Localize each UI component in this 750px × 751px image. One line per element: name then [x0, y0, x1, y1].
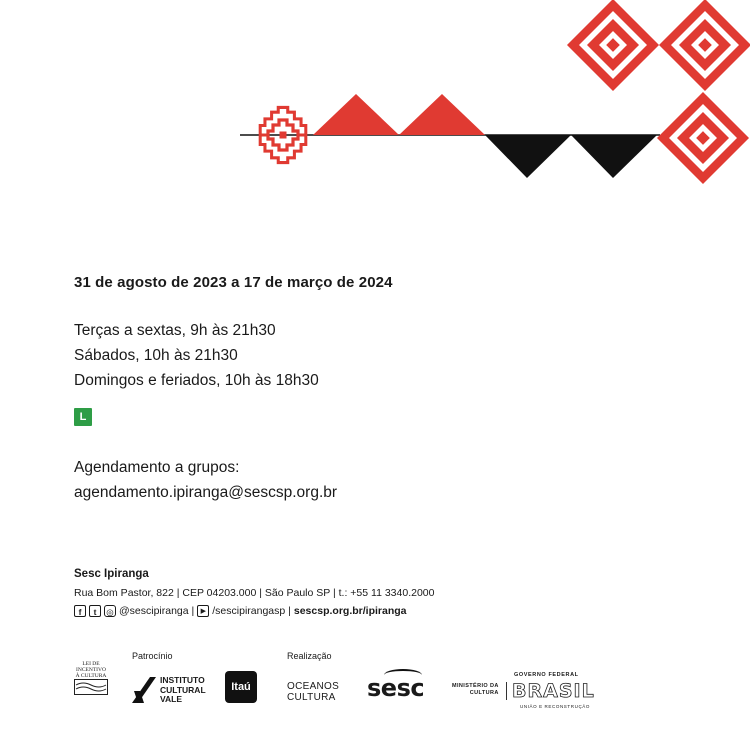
- diamond-ornament: [663, 98, 743, 178]
- lei-incentivo-logo: [74, 661, 108, 697]
- lei-incentivo-text: LEI DE INCENTIVO À CULTURA: [75, 661, 107, 679]
- vale-logo-icon: [132, 677, 156, 703]
- oceanos-line1: OCEANOS: [287, 681, 340, 692]
- uniao-reconstrucao-label: UNIÃO E RECONSTRUÇÃO: [520, 704, 591, 709]
- sesc-logo: sesc: [367, 674, 425, 702]
- red-triangle: [399, 94, 485, 135]
- venue-name: Sesc Ipiranga: [74, 568, 149, 580]
- group-booking-email[interactable]: agendamento.ipiranga@sescsp.org.br: [74, 484, 338, 501]
- opening-hours: [74, 318, 319, 393]
- cross-ornament: [259, 107, 307, 162]
- website-link[interactable]: sescsp.org.br/ipiranga: [293, 605, 407, 617]
- realization-label: Realização: [287, 651, 332, 661]
- hours-weekdays: Terças a sextas, 9h às 21h30: [74, 322, 276, 339]
- group-booking: [74, 455, 337, 505]
- vale-line2: CULTURAL: [160, 684, 206, 695]
- group-booking-label: Agendamento a grupos:: [74, 459, 240, 476]
- black-triangle: [571, 135, 657, 178]
- event-date-range: 31 de agosto de 2023 a 17 de março de 2024: [74, 274, 393, 291]
- social-links: [74, 605, 407, 617]
- vale-line3: VALE: [160, 694, 183, 704]
- sponsor-label: Patrocínio: [132, 651, 173, 661]
- decorative-banner: [0, 0, 750, 240]
- ministerio-line2: CULTURA: [469, 690, 499, 696]
- twitter-icon[interactable]: t: [89, 605, 101, 617]
- hours-sunday-holidays: Domingos e feriados, 10h às 18h30: [74, 372, 319, 389]
- black-triangle: [485, 135, 571, 178]
- itau-logo: Itaú: [225, 671, 257, 703]
- venue-address: Rua Bom Pastor, 822 | CEP 04203.000 | São Paulo SP | t.: +55 11 3340.2000: [74, 587, 435, 599]
- ministerio-line1: MINISTÉRIO DA: [452, 683, 499, 689]
- youtube-handle[interactable]: /sescipirangasp |: [212, 605, 291, 617]
- wave-icon: [74, 679, 108, 695]
- red-triangle: [313, 94, 399, 135]
- facebook-icon[interactable]: f: [74, 605, 86, 617]
- age-rating-badge: L: [74, 408, 92, 426]
- governo-federal-label: GOVERNO FEDERAL: [514, 672, 579, 678]
- social-handle[interactable]: @sescipiranga |: [119, 605, 195, 617]
- diamond-ornament: [665, 5, 745, 85]
- diamond-ornament: [573, 5, 653, 85]
- instituto-cultural-vale-logo: [160, 676, 206, 705]
- youtube-icon[interactable]: ▶: [197, 605, 209, 617]
- logo-divider: [506, 682, 507, 700]
- hours-saturday: Sábados, 10h às 21h30: [74, 347, 238, 364]
- oceanos-cultura-logo: [287, 681, 339, 703]
- vale-line1: INSTITUTO: [160, 675, 205, 685]
- oceanos-line2: CULTURA: [287, 692, 336, 703]
- brasil-logo: BRASIL: [512, 680, 595, 702]
- ministerio-cultura-logo: [452, 683, 499, 697]
- instagram-icon[interactable]: ◎: [104, 605, 116, 617]
